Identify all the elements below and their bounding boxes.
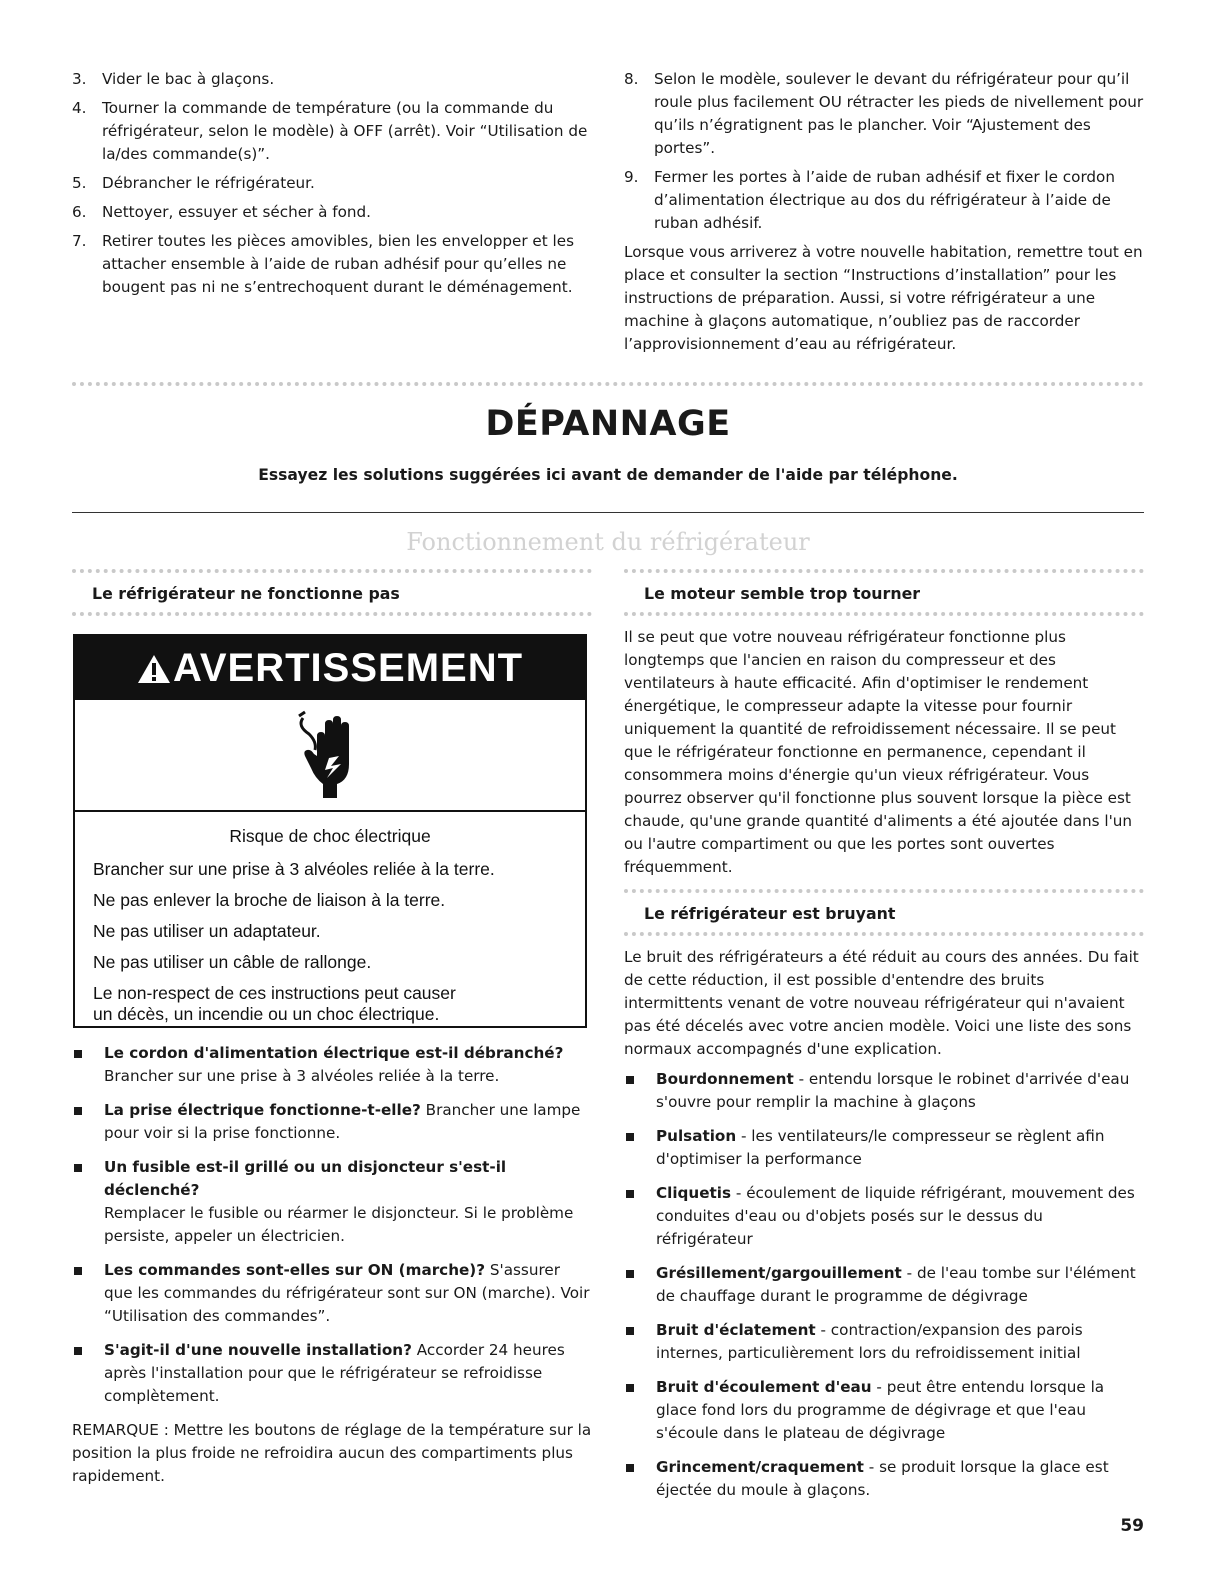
item-text: Selon le modèle, soulever le devant du réfrigérateur pour qu’il roule plus facilement OU rétracter les pieds de nivellement pour qu’ils n’égratignent pas le plancher. Voir “Ajustement des portes”.: [654, 70, 1144, 157]
section-title-wrap: [72, 528, 1144, 556]
check-answer: Brancher une lampe pour voir si la prise fonctionne.: [104, 1101, 581, 1142]
list-item: [72, 1156, 592, 1248]
list-item: [624, 1319, 1144, 1365]
section-title: Fonctionnement du réfrigérateur: [400, 528, 816, 556]
sounds-list-wrap: [624, 1068, 1144, 1513]
list-item: [72, 201, 592, 224]
list-item: [72, 1339, 592, 1408]
check-answer: Brancher sur une prise à 3 alvéoles reliée à la terre.: [104, 1067, 500, 1085]
list-item: [624, 1262, 1144, 1308]
sound-desc: - peut être entendu lorsque la glace fond lors du programme de dégivrage et que l'eau s'écoule dans le plateau de dégivrage: [656, 1378, 1105, 1442]
warning-line: Ne pas enlever la broche de liaison à la terre.: [93, 890, 446, 910]
bullet-icon: [626, 1270, 634, 1278]
sound-desc: - se produit lorsque la glace est éjectée du moule à glaçons.: [656, 1458, 1109, 1499]
item-number: 4.: [72, 99, 87, 117]
sound-name: Grincement/craquement: [656, 1458, 864, 1476]
bullet-icon: [626, 1190, 634, 1198]
item-text: Nettoyer, essuyer et sécher à fond.: [102, 203, 371, 221]
list-item: [624, 1456, 1144, 1502]
warning-risk: Risque de choc électrique: [229, 826, 431, 846]
sound-desc: - entendu lorsque le robinet d'arrivée d'eau s'ouvre pour remplir la machine à glaçons: [656, 1070, 1130, 1111]
list-item: [624, 1068, 1144, 1114]
check-answer: Accorder 24 heures après l'installation pour que le réfrigérateur se refroidisse complètement.: [104, 1341, 565, 1405]
sound-name: Bruit d'écoulement d'eau: [656, 1378, 872, 1396]
check-question: La prise électrique fonctionne-t-elle?: [104, 1101, 421, 1119]
warning-header: [75, 636, 585, 700]
list-item: [624, 1125, 1144, 1171]
sound-name: Cliquetis: [656, 1184, 732, 1202]
noise-paragraph: Le bruit des réfrigérateurs a été réduit au cours des années. Du fait de cette réduction, il est possible d'entendre des bruits intermittents venant de votre nouveau réfrigérateur qui n'avaient pas été décelés avec votre ancien modèle. Voici une liste des sons normaux accompagnés d'une explication.: [624, 948, 1139, 1058]
list-item: [72, 1042, 592, 1088]
list-item: [72, 68, 592, 91]
list-item: [72, 1099, 592, 1145]
dotted-divider: [72, 382, 1144, 386]
list-item: [72, 1259, 592, 1328]
page-subtitle: Essayez les solutions suggérées ici avant de demander de l'aide par téléphone.: [258, 466, 958, 484]
dotted-divider: [624, 612, 1144, 616]
page-title: DÉPANNAGE: [485, 404, 731, 444]
item-number: 7.: [72, 232, 87, 250]
list-item: [624, 166, 1144, 235]
arrival-paragraph: Lorsque vous arriverez à votre nouvelle habitation, remettre tout en place et consulter la section “Instructions d’installation” pour les instructions de préparation. Aussi, si votre réfrigérateur a une machine à glaçons automatique, n’oubliez pas de raccorder l’approvisionnement d’eau au réfrigérateur.: [624, 243, 1143, 353]
warning-triangle-icon: [137, 654, 171, 684]
item-number: 8.: [624, 70, 639, 88]
sound-desc: - les ventilateurs/le compresseur se règlent afin d'optimiser la performance: [656, 1127, 1105, 1168]
warning-box: [73, 634, 587, 1028]
sound-name: Bourdonnement: [656, 1070, 794, 1088]
numbered-list: [624, 68, 1144, 235]
note-paragraph: REMARQUE : Mettre les boutons de réglage de la température sur la position la plus froide ne refroidira aucun des compartiments plus rapidement.: [72, 1421, 592, 1485]
item-number: 9.: [624, 168, 639, 186]
item-number: 6.: [72, 203, 87, 221]
page-number: 59: [1120, 1516, 1144, 1536]
warning-consequence: un décès, un incendie ou un choc électrique.: [93, 1004, 440, 1024]
dotted-divider: [72, 569, 592, 573]
checks-list-wrap: [72, 1042, 592, 1488]
list-item: [72, 97, 592, 166]
bullet-icon: [74, 1267, 82, 1275]
dotted-divider: [72, 612, 592, 616]
dotted-divider: [624, 569, 1144, 573]
bullet-icon: [74, 1347, 82, 1355]
item-text: Retirer toutes les pièces amovibles, bien les envelopper et les attacher ensemble à l’aide de ruban adhésif pour qu’elles ne bougent pas ni ne s’entrechoquent durant le déménagement.: [102, 232, 575, 296]
check-answer: Remplacer le fusible ou réarmer le disjoncteur. Si le problème persiste, appeler un électricien.: [104, 1204, 574, 1245]
bullet-icon: [626, 1327, 634, 1335]
sound-name: Grésillement/gargouillement: [656, 1264, 902, 1282]
check-question: Les commandes sont-elles sur ON (marche)?: [104, 1261, 486, 1279]
warning-line: Brancher sur une prise à 3 alvéoles reliée à la terre.: [93, 859, 495, 879]
checks-list: [72, 1042, 592, 1408]
warning-heading: AVERTISSEMENT: [172, 646, 524, 690]
list-item: [624, 68, 1144, 160]
moving-steps-right: [624, 68, 1144, 356]
bullet-icon: [626, 1384, 634, 1392]
sound-desc: - écoulement de liquide réfrigérant, mouvement des conduites d'eau ou d'objets posés sur le dessus du réfrigérateur: [656, 1184, 1135, 1248]
bullet-icon: [626, 1133, 634, 1141]
problem-title-motor: Le moteur semble trop tourner: [644, 584, 921, 603]
sound-name: Bruit d'éclatement: [656, 1321, 816, 1339]
warning-line: Ne pas utiliser un câble de rallonge.: [93, 952, 372, 972]
numbered-list: [72, 68, 592, 299]
problem-title-not-running: Le réfrigérateur ne fonctionne pas: [92, 584, 400, 603]
dotted-divider: [624, 889, 1144, 893]
electric-shock-hand-icon: [75, 700, 585, 810]
bullet-icon: [626, 1076, 634, 1084]
bullet-icon: [74, 1164, 82, 1172]
check-question: Un fusible est-il grillé ou un disjoncteur s'est-il déclenché?: [104, 1158, 507, 1199]
list-item: [72, 172, 592, 195]
item-text: Débrancher le réfrigérateur.: [102, 174, 315, 192]
sound-desc: - de l'eau tombe sur l'élément de chauffage durant le programme de dégivrage: [656, 1264, 1136, 1305]
bullet-icon: [626, 1464, 634, 1472]
bullet-icon: [74, 1050, 82, 1058]
item-number: 3.: [72, 70, 87, 88]
sounds-list: [624, 1068, 1144, 1502]
check-question: Le cordon d'alimentation électrique est-il débranché?: [104, 1044, 564, 1062]
warning-line: Ne pas utiliser un adaptateur.: [93, 921, 321, 941]
item-text: Vider le bac à glaçons.: [102, 70, 275, 88]
warning-consequence: Le non-respect de ces instructions peut causer: [93, 983, 456, 1003]
check-question: S'agit-il d'une nouvelle installation?: [104, 1341, 412, 1359]
sound-desc: - contraction/expansion des parois internes, particulièrement lors du refroidissement initial: [656, 1321, 1083, 1362]
warning-text: [75, 812, 585, 1025]
problem-title-noisy: Le réfrigérateur est bruyant: [644, 904, 896, 923]
section-rule: [72, 512, 1144, 513]
bullet-icon: [74, 1107, 82, 1115]
dotted-divider: [624, 932, 1144, 936]
moving-steps-left: [72, 68, 592, 305]
list-item: [72, 230, 592, 299]
item-text: Tourner la commande de température (ou la commande du réfrigérateur, selon le modèle) à OFF (arrêt). Voir “Utilisation de la/des commande(s)”.: [102, 99, 588, 163]
list-item: [624, 1182, 1144, 1251]
check-answer: S'assurer que les commandes du réfrigérateur sont sur ON (marche). Voir “Utilisation des commandes”.: [104, 1261, 590, 1325]
list-item: [624, 1376, 1144, 1445]
sound-name: Pulsation: [656, 1127, 737, 1145]
item-text: Fermer les portes à l’aide de ruban adhésif et fixer le cordon d’alimentation électrique au dos du réfrigérateur à l’aide de ruban adhésif.: [654, 168, 1115, 232]
item-number: 5.: [72, 174, 87, 192]
motor-paragraph: Il se peut que votre nouveau réfrigérateur fonctionne plus longtemps que l'ancien en raison du compresseur et des ventilateurs à haute efficacité. Afin d'optimiser le rendement énergétique, le compresseur adapte la vitesse pour fournir uniquement la quantité de refroidissement nécessaire. Il se peut que le réfrigérateur fonctionne en permanence, cependant il consommera moins d'énergie qu'un vieux réfrigérateur. Vous pourrez observer qu'il fonctionne plus souvent lorsque la pièce est chaude, qu'une grande quantité d'aliments a été ajoutée dans l'un ou l'autre compartiment ou que les portes sont ouvertes fréquemment.: [624, 628, 1133, 876]
